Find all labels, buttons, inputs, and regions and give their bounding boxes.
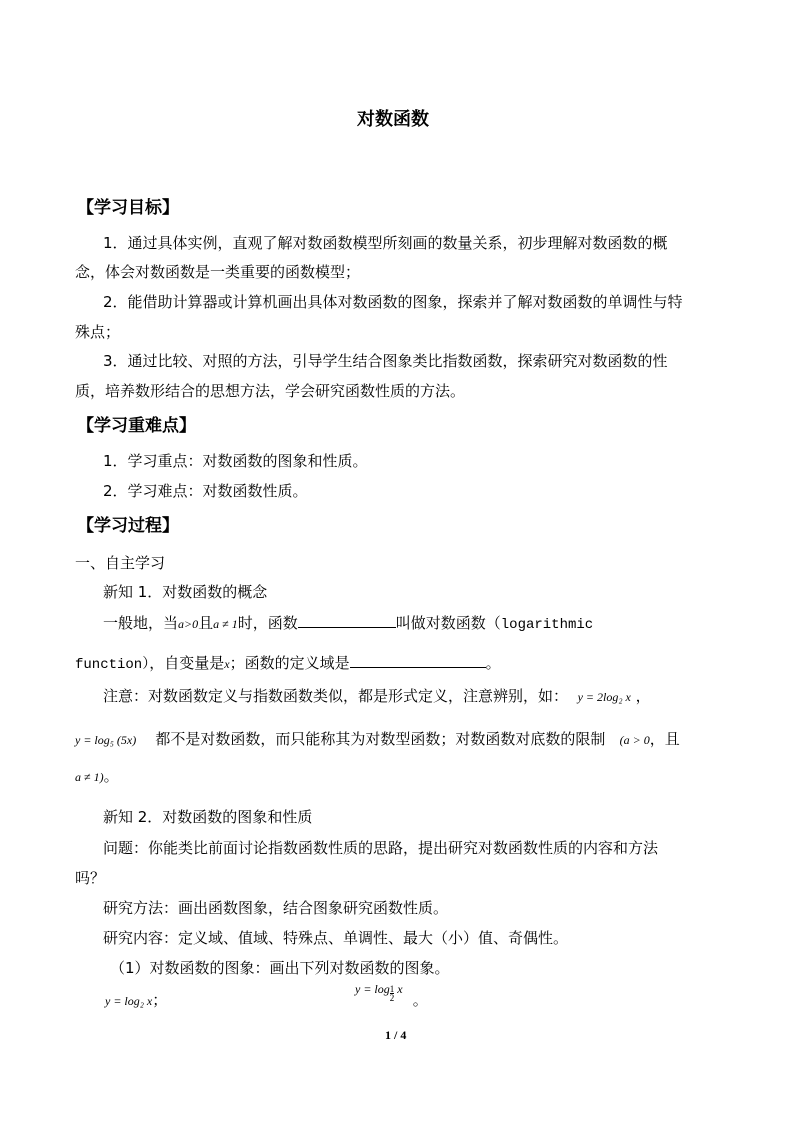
research-content: 研究内容：定义域、值域、特殊点、单调性、最大（小）值、奇偶性。 <box>103 929 569 947</box>
note-text: 都不是对数函数，而只能称其为对数型函数；对数函数对底数的限制 <box>155 730 606 748</box>
goal-2-line-1: 2．能借助计算器或计算机画出具体对数函数的图象，探索并了解对数函数的单调性与特 <box>103 293 683 311</box>
fill-in-blank-domain[interactable] <box>350 653 486 668</box>
research-method: 研究方法：画出函数图象，结合图象研究函数性质。 <box>103 899 449 917</box>
math-log-text: y = log <box>355 982 390 996</box>
math-x: x <box>224 657 230 671</box>
fraction-denominator: 2 <box>389 993 395 1003</box>
knowledge-2-title: 新知 2．对数函数的图象和性质 <box>103 808 313 826</box>
keypoint-1: 1．学习重点：对数函数的图象和性质。 <box>103 452 368 470</box>
term-logarithmic: logarithmic <box>500 617 594 633</box>
definition-text: 时，函数 <box>237 614 298 632</box>
formula-punct: 。 <box>412 991 428 1009</box>
goal-3-line-2: 质，培养数形结合的思想方法，学会研究函数性质的方法。 <box>75 382 466 400</box>
formula-punct: ； <box>152 991 168 1009</box>
note-line-1 <box>103 686 651 707</box>
math-log5-5x: y = log₅ (5x) <box>75 733 137 747</box>
question-line-2: 吗？ <box>75 869 106 887</box>
page-title: 对数函数 <box>357 109 429 130</box>
definition-text: ；函数的定义域是 <box>229 654 350 672</box>
math-a-ne-1-paren: a ≠ 1) <box>75 770 104 784</box>
goal-1-line-1: 1．通过具体实例，直观了解对数函数模型所刻画的数量关系，初步理解对数函数的概 <box>103 234 668 252</box>
note-line-2 <box>75 729 680 750</box>
definition-text: 一般地，当 <box>103 614 179 632</box>
goal-2-line-2: 殊点； <box>75 323 121 341</box>
fraction-numerator: 1 <box>389 984 395 994</box>
note-text: 注意：对数函数定义与指数函数类似，都是形式定义，注意辨别，如： <box>103 687 569 705</box>
question-line-1: 问题：你能类比前面讨论指数函数性质的思路，提出研究对数函数性质的内容和方法 <box>103 839 659 857</box>
goal-1-line-2: 念，体会对数函数是一类重要的函数模型； <box>75 263 361 281</box>
term-function: function） <box>75 657 150 673</box>
keypoint-2: 2．学习难点：对数函数性质。 <box>103 482 308 500</box>
math-log2x: y = log₂ x <box>105 994 153 1008</box>
goal-3-line-1: 3．通过比较、对照的方法，引导学生结合图象类比指数函数，探索研究对数函数的性 <box>103 352 668 370</box>
note-text: ， <box>635 687 651 705</box>
definition-line-2 <box>75 653 501 675</box>
goals-heading: 【学习目标】 <box>77 198 179 218</box>
definition-line-1 <box>103 613 593 635</box>
math-a-gt-0: a>0 <box>178 617 199 631</box>
note-text: ，且 <box>649 730 680 748</box>
definition-text: ，自变量是 <box>149 654 225 672</box>
math-2log2x: y = 2log₂ x <box>577 690 631 704</box>
definition-text: 叫做对数函数（ <box>395 614 501 632</box>
math-x-var: x <box>394 982 403 996</box>
graph-instruction: （1）对数函数的图象：画出下列对数函数的图象。 <box>110 959 450 977</box>
note-line-3 <box>75 766 119 787</box>
process-heading: 【学习过程】 <box>77 516 179 536</box>
keypoints-heading: 【学习重难点】 <box>77 416 196 436</box>
knowledge-1-title: 新知 1．对数函数的概念 <box>103 583 268 601</box>
definition-text: 。 <box>485 654 501 672</box>
math-a-gt-0-paren: (a > 0 <box>619 733 650 747</box>
note-text: 。 <box>103 767 119 785</box>
fill-in-blank-function[interactable] <box>298 613 396 628</box>
page-number: 1 / 4 <box>385 1028 407 1042</box>
math-a-ne-1: a ≠ 1 <box>213 617 238 631</box>
formula-log-half-x <box>355 978 428 1009</box>
section-self-study: 一、自主学习 <box>75 554 166 572</box>
formula-log2x <box>105 990 167 1011</box>
definition-text: 且 <box>198 614 214 632</box>
